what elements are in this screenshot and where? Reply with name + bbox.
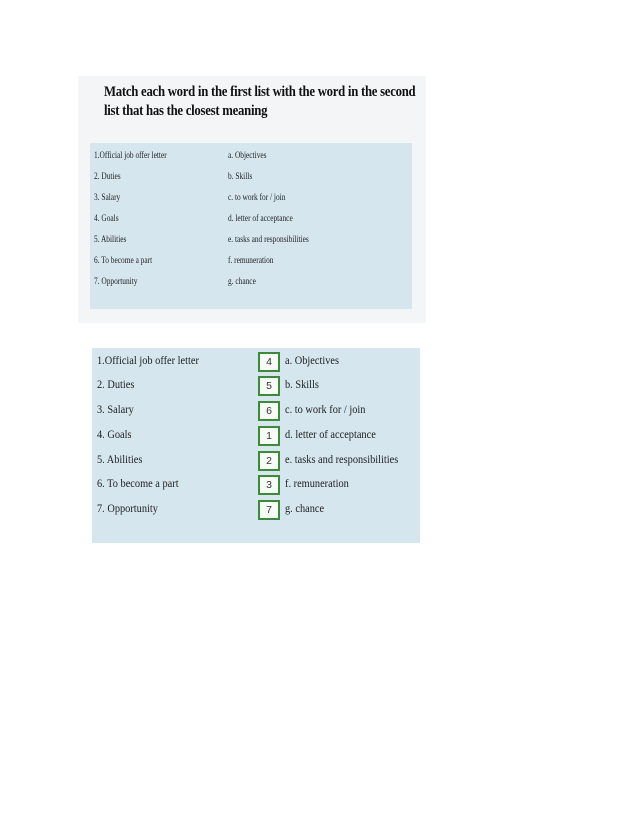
answer-box-6[interactable]: 3 — [258, 475, 280, 495]
list-item — [90, 253, 412, 267]
list-item — [90, 148, 412, 162]
answer-box-4[interactable]: 1 — [258, 426, 280, 446]
list-item — [90, 190, 412, 204]
answered-row — [92, 351, 420, 371]
definition-d: d. letter of acceptance — [228, 213, 293, 223]
answered-term-6: 6. To become a part — [97, 478, 179, 490]
matching-exercise-question — [78, 76, 426, 323]
answered-term-4: 4. Goals — [97, 429, 132, 441]
answered-term-1: 1.Official job offer letter — [97, 355, 199, 367]
list-item — [90, 169, 412, 183]
term-4: 4. Goals — [94, 213, 119, 223]
list-item — [90, 274, 412, 288]
term-6: 6. To become a part — [94, 255, 153, 265]
definition-e: e. tasks and responsibilities — [228, 234, 309, 244]
answered-definition-a: a. Objectives — [285, 355, 340, 367]
answer-box-3[interactable]: 6 — [258, 401, 280, 421]
answered-definition-c: c. to work for / join — [285, 404, 366, 416]
term-3: 3. Salary — [94, 192, 121, 202]
answered-term-3: 3. Salary — [97, 404, 134, 416]
answered-definition-g: g. chance — [285, 503, 325, 515]
answered-row — [92, 450, 420, 470]
answered-row — [92, 375, 420, 395]
answered-row — [92, 474, 420, 494]
answered-row — [92, 425, 420, 445]
answer-box-5[interactable]: 2 — [258, 451, 280, 471]
definition-g: g. chance — [228, 276, 256, 286]
answer-box-1[interactable]: 4 — [258, 352, 280, 372]
answered-definition-d: d. letter of acceptance — [285, 429, 376, 441]
definition-c: c. to work for / join — [228, 192, 286, 202]
answered-row — [92, 400, 420, 420]
answered-row — [92, 499, 420, 519]
answered-term-5: 5. Abilities — [97, 454, 143, 466]
answer-box-7[interactable]: 7 — [258, 500, 280, 520]
term-1: 1.Official job offer letter — [94, 150, 167, 160]
exercise-title — [104, 83, 416, 121]
term-5: 5. Abilities — [94, 234, 127, 244]
answered-term-2: 2. Duties — [97, 379, 135, 391]
matching-exercise-answered — [92, 348, 420, 543]
list-item — [90, 232, 412, 246]
term-2: 2. Duties — [94, 171, 121, 181]
answered-definition-e: e. tasks and responsibilities — [285, 454, 399, 466]
exercise-title-line-2: list that has the closest meaning — [104, 103, 268, 119]
term-7: 7. Opportunity — [94, 276, 138, 286]
answered-definition-f: f. remuneration — [285, 478, 349, 490]
exercise-title-line-1: Match each word in the first list with the word in the second — [104, 84, 416, 100]
definition-a: a. Objectives — [228, 150, 267, 160]
answered-definition-b: b. Skills — [285, 379, 319, 391]
answered-term-7: 7. Opportunity — [97, 503, 158, 515]
answer-box-2[interactable]: 5 — [258, 376, 280, 396]
matching-panel — [90, 143, 412, 309]
definition-b: b. Skills — [228, 171, 253, 181]
list-item — [90, 211, 412, 225]
definition-f: f. remuneration — [228, 255, 274, 265]
